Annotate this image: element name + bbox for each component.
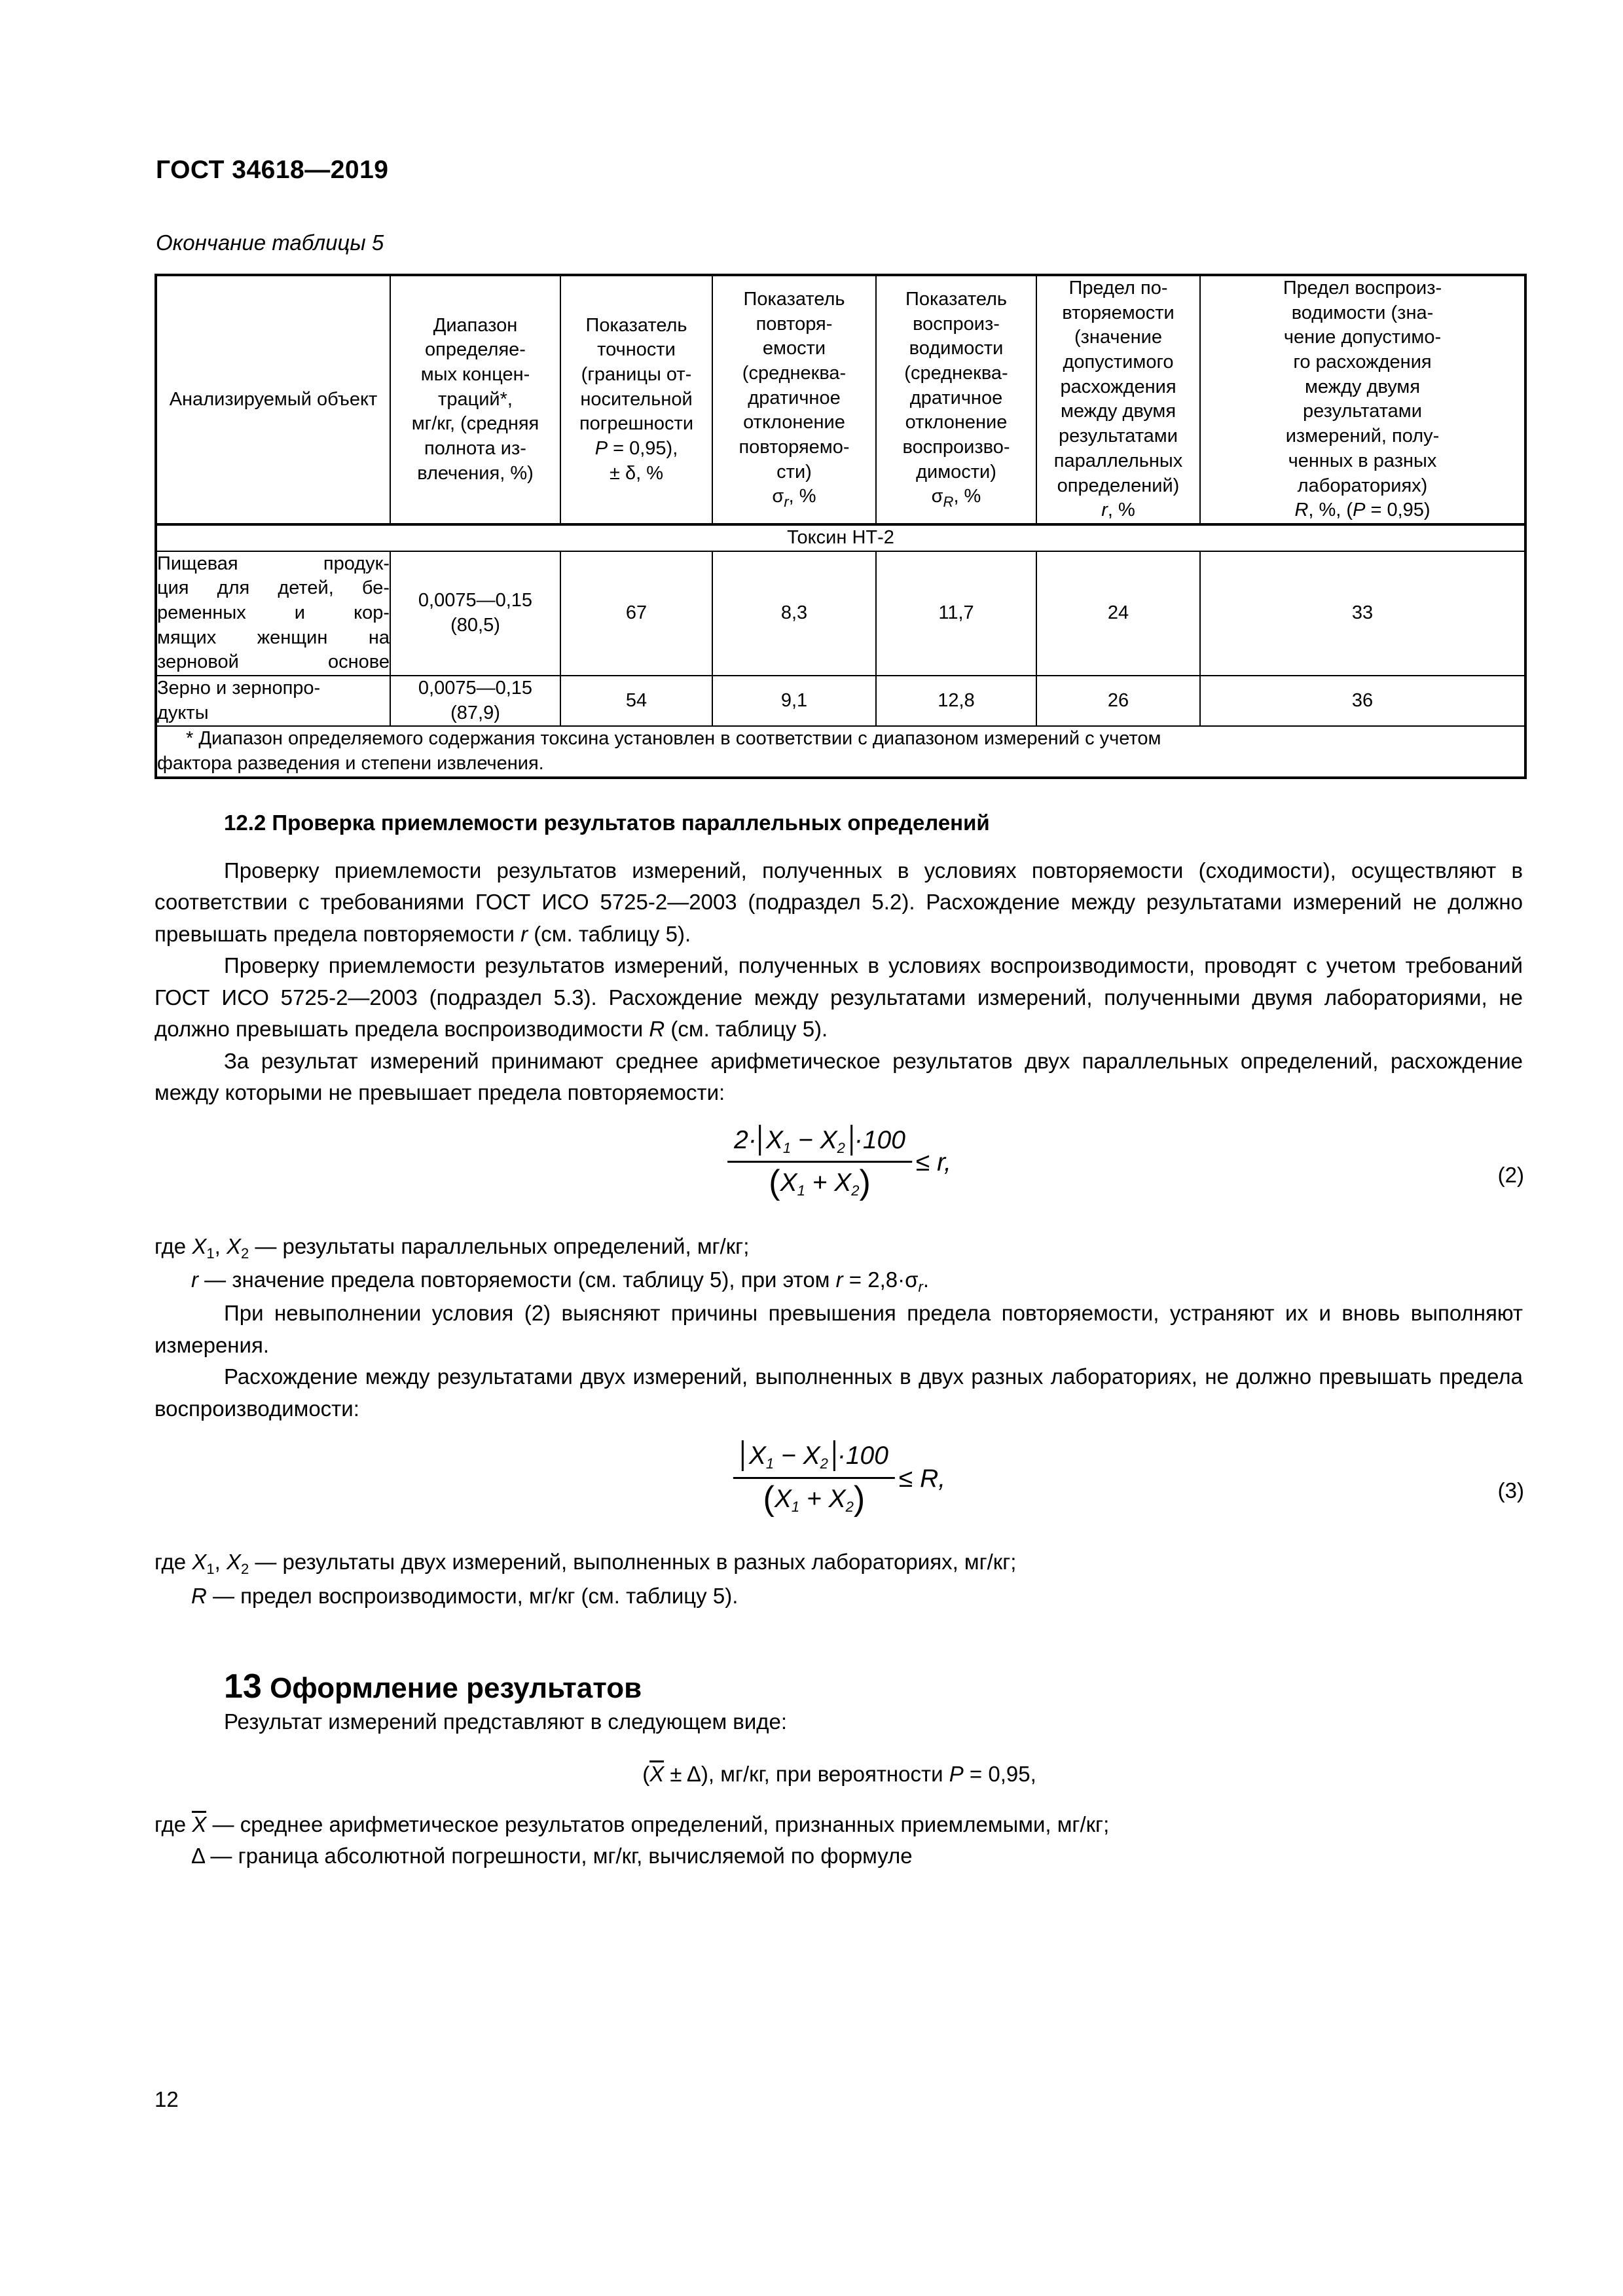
subscript: 2 bbox=[845, 1498, 854, 1515]
column-header-accuracy bbox=[560, 275, 712, 524]
separator: , bbox=[214, 1233, 227, 1258]
header-line: емости bbox=[762, 338, 826, 359]
fraction-denominator bbox=[757, 1479, 872, 1516]
column-header-object bbox=[156, 275, 390, 524]
var-x2: X bbox=[834, 1168, 852, 1197]
header-line: повторя- bbox=[756, 313, 833, 335]
header-symbol-p: P bbox=[594, 437, 608, 459]
formula-relation: ≤ r, bbox=[915, 1148, 951, 1176]
header-line: воспроиз- bbox=[913, 313, 1000, 335]
header-line: (среднеква- bbox=[742, 362, 847, 384]
header-unit: , % bbox=[953, 486, 981, 507]
where-text: = 2,8·σ bbox=[843, 1267, 919, 1292]
cell-limit-R: 36 bbox=[1200, 676, 1525, 726]
absolute-value bbox=[742, 1440, 835, 1471]
header-line: ченных в разных bbox=[1288, 450, 1437, 471]
header-line: (границы от- bbox=[581, 363, 692, 385]
symbol-r: r bbox=[835, 1267, 843, 1292]
subscript: 1 bbox=[765, 1455, 775, 1472]
header-unit: , % bbox=[788, 486, 816, 507]
header-line: Предел по- bbox=[1068, 278, 1168, 299]
header-line: дратичное bbox=[909, 387, 1003, 409]
header-line: между двумя bbox=[1060, 401, 1176, 422]
var-x1: X bbox=[780, 1168, 797, 1197]
header-line: го расхождения bbox=[1293, 352, 1432, 373]
paren-close: ) bbox=[859, 1163, 871, 1201]
header-line: допустимого bbox=[1063, 352, 1174, 373]
object-line: ция для детей, бе- bbox=[157, 577, 390, 599]
header-line: ± δ, % bbox=[609, 462, 663, 484]
subscript: 2 bbox=[820, 1455, 828, 1472]
subscript: 1 bbox=[791, 1498, 800, 1515]
operator-minus: − bbox=[791, 1125, 820, 1154]
section-number: 13 bbox=[224, 1667, 262, 1706]
cell-limit-r: 24 bbox=[1036, 551, 1200, 676]
var-x2: X bbox=[820, 1125, 837, 1154]
where-clause-r bbox=[155, 1264, 1524, 1298]
header-line: носительной bbox=[580, 388, 693, 410]
paren-open: ( bbox=[642, 1761, 650, 1786]
symbol-delta: Δ bbox=[191, 1844, 205, 1868]
table-row bbox=[156, 676, 1525, 726]
header-sigma-subscript: R bbox=[943, 494, 954, 511]
header-line: Предел воспроиз- bbox=[1283, 278, 1442, 299]
cell-repeatability: 8,3 bbox=[712, 551, 876, 676]
cell-accuracy: 54 bbox=[560, 676, 712, 726]
header-line: измерений, полу- bbox=[1285, 426, 1440, 447]
header-line: водимости (зна- bbox=[1291, 302, 1434, 323]
footnote-line: фактора разведения и степени извлечения. bbox=[157, 753, 544, 774]
column-header-repeatability bbox=[712, 275, 876, 524]
subscript: 2 bbox=[837, 1139, 845, 1156]
header-line: влечения, %) bbox=[417, 462, 534, 484]
header-line: лабораториях) bbox=[1297, 475, 1428, 496]
header-line: определяе- bbox=[425, 339, 526, 361]
header-line: водимости bbox=[909, 338, 1004, 359]
symbol-R: R bbox=[649, 1017, 665, 1042]
paragraph-acceptability-reproducibility bbox=[155, 950, 1523, 1046]
fraction bbox=[733, 1442, 895, 1518]
header-symbol-r: r bbox=[1101, 500, 1108, 521]
object-line: Зерно и зернопро- bbox=[157, 678, 321, 699]
where-text: — среднее арифметическое результатов определений, признанных приемлемыми, мг/кг; bbox=[206, 1812, 1110, 1836]
header-sigma-subscript: r bbox=[784, 494, 789, 511]
header-line: отклонение bbox=[905, 412, 1008, 433]
header-line: расхождения bbox=[1060, 376, 1176, 397]
header-line: , %, ( bbox=[1308, 500, 1353, 521]
header-line: Показатель bbox=[905, 288, 1008, 310]
header-line: определений) bbox=[1057, 475, 1180, 496]
cell-range bbox=[390, 676, 560, 726]
table-footnote-row bbox=[156, 726, 1525, 777]
header-line: результатами bbox=[1059, 426, 1178, 447]
var-x1: X bbox=[192, 1550, 207, 1575]
subscript: 1 bbox=[797, 1182, 805, 1199]
header-line: мых концен- bbox=[420, 363, 530, 385]
where-clause-R bbox=[155, 1580, 1524, 1613]
cell-object bbox=[156, 676, 390, 726]
formula-relation: ≤ R, bbox=[898, 1464, 946, 1493]
cell-repeatability: 9,1 bbox=[712, 676, 876, 726]
numerator-suffix: ·100 bbox=[837, 1442, 888, 1470]
object-line: дукты bbox=[157, 702, 209, 723]
header-symbol-R: R bbox=[1294, 500, 1309, 521]
header-line: мг/кг, (средняя bbox=[411, 413, 539, 435]
header-unit: , % bbox=[1107, 500, 1135, 521]
var-x2: X bbox=[226, 1550, 241, 1575]
table-footnote bbox=[156, 726, 1525, 777]
symbol-r: r bbox=[520, 921, 528, 946]
where-prefix: где bbox=[155, 1233, 192, 1258]
where-text: — предел воспроизводимости, мг/кг (см. таблицу 5). bbox=[206, 1583, 739, 1608]
subscript: 2 bbox=[240, 1561, 249, 1578]
result-expression bbox=[155, 1760, 1524, 1787]
cell-reproducibility: 12,8 bbox=[876, 676, 1036, 726]
header-line: погрешности bbox=[579, 413, 694, 435]
var-x2: X bbox=[828, 1484, 846, 1513]
recovery-value: (80,5) bbox=[450, 614, 500, 636]
where-text: — результаты параллельных определений, мг/кг; bbox=[249, 1233, 750, 1258]
header-line: между двумя bbox=[1304, 376, 1421, 397]
where-clause-x bbox=[155, 1231, 1524, 1264]
paren-open: ( bbox=[763, 1479, 775, 1518]
operator-plus: + bbox=[805, 1168, 835, 1197]
operator-plus: + bbox=[799, 1484, 829, 1513]
column-header-limit-R bbox=[1200, 275, 1525, 524]
cell-accuracy: 67 bbox=[560, 551, 712, 676]
cell-limit-r: 26 bbox=[1036, 676, 1200, 726]
expression-text: ), мг/кг, при вероятности bbox=[701, 1761, 949, 1786]
var-x2: X bbox=[803, 1442, 820, 1470]
table-group-row bbox=[156, 524, 1525, 551]
object-line: Пищевая продук- bbox=[157, 553, 390, 574]
object-line: ременных и кор- bbox=[157, 602, 390, 623]
symbol-R: R bbox=[191, 1583, 207, 1608]
paragraph-text: (см. таблицу 5). bbox=[528, 921, 691, 946]
header-line: параллельных bbox=[1053, 450, 1183, 471]
header-line: результатами bbox=[1303, 401, 1422, 422]
header-line: Показатель bbox=[743, 288, 845, 310]
paragraph-mean-result: За результат измерений принимают среднее арифметическое результатов двух параллельных определений, расхождение между которыми не превышает предела повторяемости: bbox=[155, 1048, 1523, 1105]
table-5 bbox=[155, 274, 1527, 779]
page-content bbox=[155, 0, 1524, 1872]
header-line: Показатель bbox=[585, 314, 687, 336]
header-line: траций*, bbox=[438, 388, 513, 410]
paren-open: ( bbox=[769, 1163, 780, 1201]
paren-close: ) bbox=[853, 1479, 866, 1518]
plus-minus-delta: ± Δ bbox=[664, 1761, 701, 1786]
table-header bbox=[156, 275, 1525, 524]
absolute-value bbox=[759, 1125, 852, 1156]
header-line: = 0,95) bbox=[1365, 500, 1431, 521]
where-clause-x-mean bbox=[155, 1809, 1524, 1841]
subscript: 2 bbox=[240, 1245, 249, 1262]
section-heading-12-2: 12.2 Проверка приемлемости результатов параллельных определений bbox=[224, 810, 990, 835]
header-line: димости) bbox=[916, 461, 996, 483]
header-line: вторяемости bbox=[1062, 302, 1175, 323]
fraction bbox=[727, 1126, 912, 1199]
formula-3-block bbox=[155, 1442, 1524, 1540]
numerator-suffix: ·100 bbox=[854, 1125, 905, 1154]
where-text: . bbox=[922, 1267, 929, 1292]
formula-2 bbox=[727, 1126, 951, 1199]
equation-number-2: (2) bbox=[1497, 1162, 1524, 1187]
range-value: 0,0075—0,15 bbox=[418, 678, 533, 699]
cell-range bbox=[390, 551, 560, 676]
var-x1: X bbox=[748, 1442, 766, 1470]
fraction-numerator bbox=[727, 1126, 912, 1161]
where-text: — значение предела повторяемости (см. таблицу 5), при этом bbox=[198, 1267, 836, 1292]
header-line: отклонение bbox=[743, 412, 845, 433]
var-x1: X bbox=[192, 1233, 207, 1258]
paragraph-text: Проверку приемлемости результатов измерений, полученных в условиях воспроизводимости, проводят с учетом требований ГОСТ ИСО 5725-2—2003 (подраздел 5.3). Расхождение между результатами измерений, полученными двумя лабораториями, не должно превышать предела воспроизводимости bbox=[155, 953, 1523, 1042]
formula-3 bbox=[733, 1442, 946, 1518]
var-x1: X bbox=[765, 1125, 783, 1154]
paragraph-two-labs: Расхождение между результатами двух измерений, выполненных в двух разных лабораториях, не должно превышать предела воспроизводимости: bbox=[155, 1364, 1523, 1421]
symbol-p: P bbox=[949, 1761, 964, 1786]
where-clause-delta bbox=[155, 1840, 1524, 1872]
header-line: = 0,95), bbox=[608, 437, 678, 459]
var-x1: X bbox=[774, 1484, 792, 1513]
table-body bbox=[156, 524, 1525, 778]
table-row bbox=[156, 551, 1525, 676]
paragraph-condition-failure: При невыполнении условия (2) выясняют причины превышения предела повторяемости, устраняют их и вновь выполняют измерения. bbox=[155, 1301, 1523, 1357]
footnote-line: * Диапазон определяемого содержания токсина установлен в соответствии с диапазоном измерений с учетом bbox=[186, 728, 1161, 750]
header-line: сти) bbox=[776, 461, 812, 483]
fraction-denominator bbox=[762, 1163, 877, 1199]
header-line: (среднеква- bbox=[904, 362, 1008, 384]
where-prefix: где bbox=[155, 1550, 192, 1575]
subscript: 2 bbox=[851, 1182, 860, 1199]
column-header-reproducibility bbox=[876, 275, 1036, 524]
where-text: — результаты двух измерений, выполненных в разных лабораториях, мг/кг; bbox=[249, 1550, 1017, 1575]
header-line: Анализируемый объект bbox=[169, 388, 378, 410]
header-symbol-p: P bbox=[1353, 500, 1366, 521]
header-line: точности bbox=[597, 339, 676, 361]
symbol-r: r bbox=[191, 1267, 198, 1292]
where-text: — граница абсолютной погрешности, мг/кг, вычисляемой по формуле bbox=[204, 1844, 913, 1868]
cell-object bbox=[156, 551, 390, 676]
where-clause-x-labs bbox=[155, 1546, 1524, 1580]
paragraph-result-format: Результат измерений представляют в следующем виде: bbox=[224, 1709, 788, 1734]
operator-minus: − bbox=[774, 1442, 803, 1470]
expression-value: = 0,95, bbox=[963, 1761, 1036, 1786]
cell-limit-R: 33 bbox=[1200, 551, 1525, 676]
group-label: Токсин НТ-2 bbox=[156, 524, 1525, 551]
column-header-range bbox=[390, 275, 560, 524]
standard-header: ГОСТ 34618—2019 bbox=[156, 156, 389, 184]
object-line: зерновой основе bbox=[157, 651, 390, 673]
page-number: 12 bbox=[155, 2087, 179, 2111]
paragraph-text: Проверку приемлемости результатов измерений, полученных в условиях повторяемости (сходимости), осуществляют в соответствии с требованиями ГОСТ ИСО 5725-2—2003 (подраздел 5.2). Расхождение между результатами измерений не должно превышать предела повторяемости bbox=[155, 858, 1523, 946]
numerator-prefix: 2· bbox=[734, 1125, 757, 1154]
recovery-value: (87,9) bbox=[450, 702, 500, 723]
var-x-mean: X bbox=[192, 1812, 207, 1836]
header-line: полнота из- bbox=[424, 437, 526, 459]
header-line: дратичное bbox=[748, 387, 841, 409]
subscript: 1 bbox=[206, 1561, 215, 1578]
paragraph-acceptability-repeatability bbox=[155, 855, 1523, 951]
header-line: чение допустимо- bbox=[1283, 327, 1442, 348]
section-title: Оформление результатов bbox=[261, 1672, 642, 1705]
header-sigma: σ bbox=[772, 486, 784, 507]
header-sigma: σ bbox=[931, 486, 943, 507]
header-line: (значение bbox=[1074, 327, 1163, 348]
column-header-limit-r bbox=[1036, 275, 1200, 524]
subscript: 1 bbox=[782, 1139, 792, 1156]
header-line: воспроизво- bbox=[902, 437, 1010, 458]
header-line: повторяемо- bbox=[739, 437, 850, 458]
equation-number-3: (3) bbox=[1497, 1478, 1524, 1503]
formula-2-block bbox=[155, 1126, 1524, 1224]
object-line: мящих женщин на bbox=[157, 627, 390, 648]
subscript: r bbox=[918, 1279, 923, 1296]
where-prefix: где bbox=[155, 1812, 192, 1836]
separator: , bbox=[214, 1550, 227, 1575]
cell-reproducibility: 11,7 bbox=[876, 551, 1036, 676]
var-x2: X bbox=[226, 1233, 241, 1258]
paragraph-text: (см. таблицу 5). bbox=[665, 1017, 828, 1042]
section-heading-13 bbox=[224, 1667, 1524, 1706]
fraction-numerator bbox=[733, 1442, 895, 1476]
subscript: 1 bbox=[206, 1245, 215, 1262]
table-caption: Окончание таблицы 5 bbox=[156, 230, 384, 255]
var-x-mean: X bbox=[649, 1761, 665, 1786]
range-value: 0,0075—0,15 bbox=[418, 590, 533, 611]
header-line: Диапазон bbox=[433, 314, 518, 336]
